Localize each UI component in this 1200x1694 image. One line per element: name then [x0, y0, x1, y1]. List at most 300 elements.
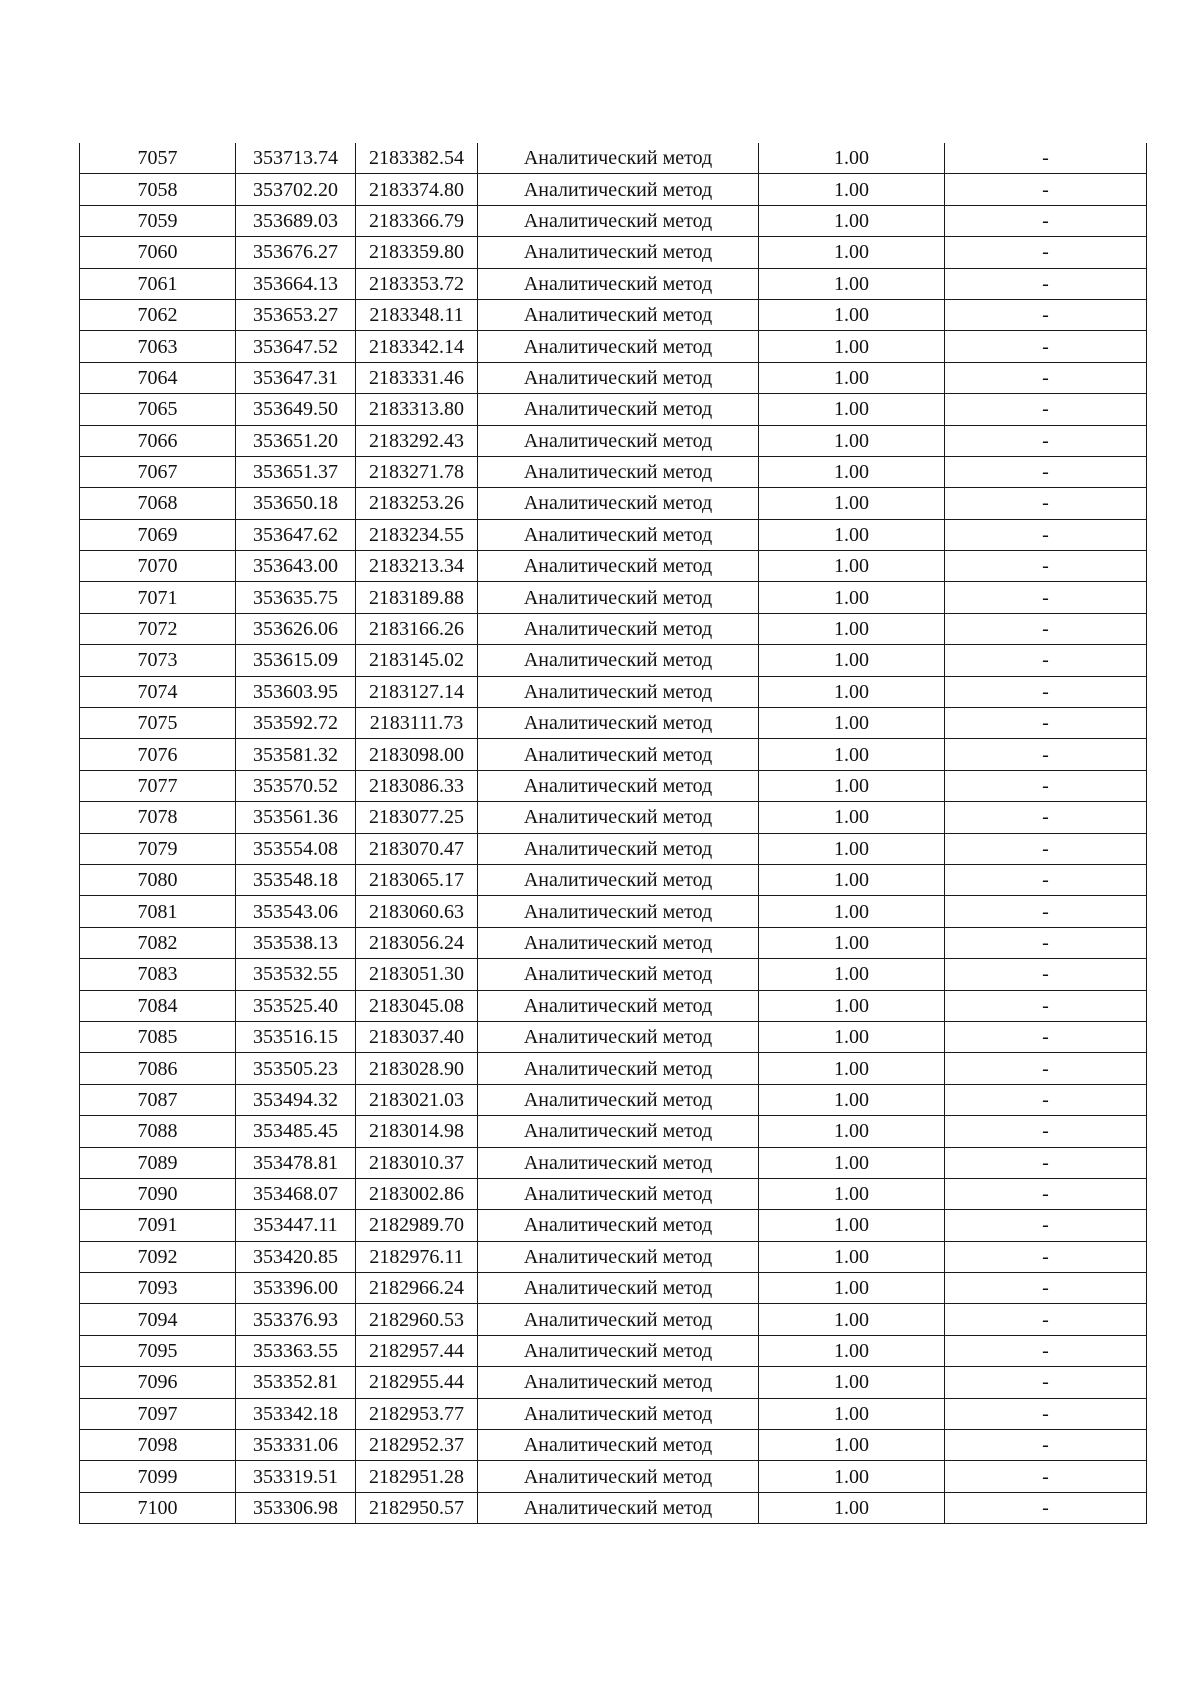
- table-row: [80, 959, 1147, 990]
- table-row: [80, 1398, 1147, 1429]
- x-coordinate-cell: 353363.55: [236, 1335, 356, 1366]
- accuracy-cell: 1.00: [759, 927, 945, 958]
- note-cell: -: [945, 927, 1147, 958]
- table-row: [80, 833, 1147, 864]
- x-coordinate-cell: 353532.55: [236, 959, 356, 990]
- method-cell: Аналитический метод: [478, 519, 759, 550]
- x-coordinate-cell: 353653.27: [236, 299, 356, 330]
- accuracy-cell: 1.00: [759, 645, 945, 676]
- x-coordinate-cell: 353647.62: [236, 519, 356, 550]
- note-cell: -: [945, 1492, 1147, 1523]
- method-cell: Аналитический метод: [478, 331, 759, 362]
- note-cell: -: [945, 1053, 1147, 1084]
- y-coordinate-cell: 2183292.43: [356, 425, 478, 456]
- point-number-cell: 7095: [80, 1335, 236, 1366]
- point-number-cell: 7073: [80, 645, 236, 676]
- y-coordinate-cell: 2183045.08: [356, 990, 478, 1021]
- table-row: [80, 268, 1147, 299]
- method-cell: Аналитический метод: [478, 1241, 759, 1272]
- y-coordinate-cell: 2183127.14: [356, 676, 478, 707]
- accuracy-cell: 1.00: [759, 143, 945, 174]
- x-coordinate-cell: 353650.18: [236, 488, 356, 519]
- point-number-cell: 7094: [80, 1304, 236, 1335]
- note-cell: -: [945, 1178, 1147, 1209]
- table-row: [80, 927, 1147, 958]
- y-coordinate-cell: 2183331.46: [356, 362, 478, 393]
- accuracy-cell: 1.00: [759, 1053, 945, 1084]
- x-coordinate-cell: 353554.08: [236, 833, 356, 864]
- note-cell: -: [945, 425, 1147, 456]
- accuracy-cell: 1.00: [759, 268, 945, 299]
- y-coordinate-cell: 2183253.26: [356, 488, 478, 519]
- table-row: [80, 143, 1147, 174]
- accuracy-cell: 1.00: [759, 1398, 945, 1429]
- x-coordinate-cell: 353635.75: [236, 582, 356, 613]
- method-cell: Аналитический метод: [478, 174, 759, 205]
- table-row: [80, 739, 1147, 770]
- accuracy-cell: 1.00: [759, 1210, 945, 1241]
- note-cell: -: [945, 551, 1147, 582]
- x-coordinate-cell: 353494.32: [236, 1084, 356, 1115]
- method-cell: Аналитический метод: [478, 488, 759, 519]
- table-row: [80, 456, 1147, 487]
- accuracy-cell: 1.00: [759, 582, 945, 613]
- method-cell: Аналитический метод: [478, 1084, 759, 1115]
- accuracy-cell: 1.00: [759, 331, 945, 362]
- point-number-cell: 7090: [80, 1178, 236, 1209]
- x-coordinate-cell: 353447.11: [236, 1210, 356, 1241]
- x-coordinate-cell: 353342.18: [236, 1398, 356, 1429]
- y-coordinate-cell: 2182966.24: [356, 1273, 478, 1304]
- x-coordinate-cell: 353396.00: [236, 1273, 356, 1304]
- note-cell: -: [945, 896, 1147, 927]
- table-row: [80, 1021, 1147, 1052]
- y-coordinate-cell: 2183189.88: [356, 582, 478, 613]
- table-row: [80, 394, 1147, 425]
- method-cell: Аналитический метод: [478, 1021, 759, 1052]
- method-cell: Аналитический метод: [478, 802, 759, 833]
- point-number-cell: 7063: [80, 331, 236, 362]
- x-coordinate-cell: 353538.13: [236, 927, 356, 958]
- x-coordinate-cell: 353525.40: [236, 990, 356, 1021]
- point-number-cell: 7070: [80, 551, 236, 582]
- accuracy-cell: 1.00: [759, 739, 945, 770]
- accuracy-cell: 1.00: [759, 299, 945, 330]
- note-cell: -: [945, 519, 1147, 550]
- method-cell: Аналитический метод: [478, 1116, 759, 1147]
- x-coordinate-cell: 353713.74: [236, 143, 356, 174]
- table-row: [80, 331, 1147, 362]
- accuracy-cell: 1.00: [759, 394, 945, 425]
- accuracy-cell: 1.00: [759, 456, 945, 487]
- x-coordinate-cell: 353689.03: [236, 205, 356, 236]
- point-number-cell: 7065: [80, 394, 236, 425]
- note-cell: -: [945, 1241, 1147, 1272]
- note-cell: -: [945, 990, 1147, 1021]
- table-row: [80, 802, 1147, 833]
- accuracy-cell: 1.00: [759, 1084, 945, 1115]
- y-coordinate-cell: 2182950.57: [356, 1492, 478, 1523]
- point-number-cell: 7076: [80, 739, 236, 770]
- y-coordinate-cell: 2182955.44: [356, 1367, 478, 1398]
- accuracy-cell: 1.00: [759, 1147, 945, 1178]
- table-row: [80, 519, 1147, 550]
- table-row: [80, 1084, 1147, 1115]
- y-coordinate-cell: 2183010.37: [356, 1147, 478, 1178]
- x-coordinate-cell: 353543.06: [236, 896, 356, 927]
- point-number-cell: 7064: [80, 362, 236, 393]
- note-cell: -: [945, 1210, 1147, 1241]
- note-cell: -: [945, 770, 1147, 801]
- point-number-cell: 7058: [80, 174, 236, 205]
- accuracy-cell: 1.00: [759, 864, 945, 895]
- table-row: [80, 205, 1147, 236]
- note-cell: -: [945, 143, 1147, 174]
- y-coordinate-cell: 2183014.98: [356, 1116, 478, 1147]
- accuracy-cell: 1.00: [759, 896, 945, 927]
- x-coordinate-cell: 353626.06: [236, 613, 356, 644]
- y-coordinate-cell: 2182957.44: [356, 1335, 478, 1366]
- note-cell: -: [945, 739, 1147, 770]
- note-cell: -: [945, 864, 1147, 895]
- table-row: [80, 770, 1147, 801]
- y-coordinate-cell: 2183213.34: [356, 551, 478, 582]
- point-number-cell: 7088: [80, 1116, 236, 1147]
- x-coordinate-cell: 353485.45: [236, 1116, 356, 1147]
- x-coordinate-cell: 353647.31: [236, 362, 356, 393]
- y-coordinate-cell: 2183065.17: [356, 864, 478, 895]
- accuracy-cell: 1.00: [759, 425, 945, 456]
- table-row: [80, 613, 1147, 644]
- accuracy-cell: 1.00: [759, 362, 945, 393]
- y-coordinate-cell: 2183348.11: [356, 299, 478, 330]
- x-coordinate-cell: 353581.32: [236, 739, 356, 770]
- note-cell: -: [945, 1398, 1147, 1429]
- note-cell: -: [945, 1084, 1147, 1115]
- method-cell: Аналитический метод: [478, 1273, 759, 1304]
- note-cell: -: [945, 833, 1147, 864]
- point-number-cell: 7086: [80, 1053, 236, 1084]
- point-number-cell: 7082: [80, 927, 236, 958]
- x-coordinate-cell: 353603.95: [236, 676, 356, 707]
- note-cell: -: [945, 299, 1147, 330]
- y-coordinate-cell: 2183051.30: [356, 959, 478, 990]
- method-cell: Аналитический метод: [478, 770, 759, 801]
- y-coordinate-cell: 2183060.63: [356, 896, 478, 927]
- x-coordinate-cell: 353352.81: [236, 1367, 356, 1398]
- x-coordinate-cell: 353516.15: [236, 1021, 356, 1052]
- note-cell: -: [945, 205, 1147, 236]
- note-cell: -: [945, 582, 1147, 613]
- method-cell: Аналитический метод: [478, 1398, 759, 1429]
- method-cell: Аналитический метод: [478, 959, 759, 990]
- table-row: [80, 1053, 1147, 1084]
- note-cell: -: [945, 237, 1147, 268]
- method-cell: Аналитический метод: [478, 896, 759, 927]
- point-number-cell: 7067: [80, 456, 236, 487]
- table-row: [80, 237, 1147, 268]
- y-coordinate-cell: 2183271.78: [356, 456, 478, 487]
- y-coordinate-cell: 2183028.90: [356, 1053, 478, 1084]
- method-cell: Аналитический метод: [478, 456, 759, 487]
- table-row: [80, 645, 1147, 676]
- point-number-cell: 7093: [80, 1273, 236, 1304]
- point-number-cell: 7062: [80, 299, 236, 330]
- note-cell: -: [945, 1367, 1147, 1398]
- coordinates-table: [79, 143, 1147, 1524]
- note-cell: -: [945, 362, 1147, 393]
- x-coordinate-cell: 353376.93: [236, 1304, 356, 1335]
- point-number-cell: 7081: [80, 896, 236, 927]
- method-cell: Аналитический метод: [478, 676, 759, 707]
- accuracy-cell: 1.00: [759, 1367, 945, 1398]
- point-number-cell: 7087: [80, 1084, 236, 1115]
- y-coordinate-cell: 2183056.24: [356, 927, 478, 958]
- note-cell: -: [945, 1147, 1147, 1178]
- point-number-cell: 7089: [80, 1147, 236, 1178]
- method-cell: Аналитический метод: [478, 1461, 759, 1492]
- point-number-cell: 7072: [80, 613, 236, 644]
- table-row: [80, 896, 1147, 927]
- table-row: [80, 1241, 1147, 1272]
- x-coordinate-cell: 353651.37: [236, 456, 356, 487]
- method-cell: Аналитический метод: [478, 833, 759, 864]
- table-row: [80, 299, 1147, 330]
- accuracy-cell: 1.00: [759, 770, 945, 801]
- accuracy-cell: 1.00: [759, 519, 945, 550]
- method-cell: Аналитический метод: [478, 708, 759, 739]
- y-coordinate-cell: 2183313.80: [356, 394, 478, 425]
- point-number-cell: 7084: [80, 990, 236, 1021]
- method-cell: Аналитический метод: [478, 1492, 759, 1523]
- x-coordinate-cell: 353319.51: [236, 1461, 356, 1492]
- note-cell: -: [945, 802, 1147, 833]
- note-cell: -: [945, 613, 1147, 644]
- note-cell: -: [945, 645, 1147, 676]
- method-cell: Аналитический метод: [478, 143, 759, 174]
- table-row: [80, 676, 1147, 707]
- table-row: [80, 990, 1147, 1021]
- method-cell: Аналитический метод: [478, 927, 759, 958]
- table-row: [80, 1492, 1147, 1523]
- method-cell: Аналитический метод: [478, 1304, 759, 1335]
- table-row: [80, 1367, 1147, 1398]
- accuracy-cell: 1.00: [759, 237, 945, 268]
- table-row: [80, 1335, 1147, 1366]
- table-row: [80, 488, 1147, 519]
- point-number-cell: 7079: [80, 833, 236, 864]
- method-cell: Аналитический метод: [478, 205, 759, 236]
- x-coordinate-cell: 353615.09: [236, 645, 356, 676]
- y-coordinate-cell: 2183021.03: [356, 1084, 478, 1115]
- x-coordinate-cell: 353570.52: [236, 770, 356, 801]
- point-number-cell: 7057: [80, 143, 236, 174]
- method-cell: Аналитический метод: [478, 645, 759, 676]
- accuracy-cell: 1.00: [759, 551, 945, 582]
- x-coordinate-cell: 353676.27: [236, 237, 356, 268]
- x-coordinate-cell: 353468.07: [236, 1178, 356, 1209]
- y-coordinate-cell: 2183166.26: [356, 613, 478, 644]
- accuracy-cell: 1.00: [759, 802, 945, 833]
- x-coordinate-cell: 353478.81: [236, 1147, 356, 1178]
- x-coordinate-cell: 353420.85: [236, 1241, 356, 1272]
- table-row: [80, 362, 1147, 393]
- table-row: [80, 1147, 1147, 1178]
- point-number-cell: 7098: [80, 1430, 236, 1461]
- x-coordinate-cell: 353643.00: [236, 551, 356, 582]
- point-number-cell: 7074: [80, 676, 236, 707]
- point-number-cell: 7061: [80, 268, 236, 299]
- table-row: [80, 1210, 1147, 1241]
- x-coordinate-cell: 353505.23: [236, 1053, 356, 1084]
- y-coordinate-cell: 2183111.73: [356, 708, 478, 739]
- accuracy-cell: 1.00: [759, 1273, 945, 1304]
- y-coordinate-cell: 2182989.70: [356, 1210, 478, 1241]
- point-number-cell: 7091: [80, 1210, 236, 1241]
- y-coordinate-cell: 2183382.54: [356, 143, 478, 174]
- x-coordinate-cell: 353592.72: [236, 708, 356, 739]
- accuracy-cell: 1.00: [759, 1335, 945, 1366]
- table-row: [80, 582, 1147, 613]
- point-number-cell: 7092: [80, 1241, 236, 1272]
- table-row: [80, 1304, 1147, 1335]
- note-cell: -: [945, 708, 1147, 739]
- method-cell: Аналитический метод: [478, 613, 759, 644]
- table-body: [80, 143, 1147, 1524]
- accuracy-cell: 1.00: [759, 1241, 945, 1272]
- y-coordinate-cell: 2183037.40: [356, 1021, 478, 1052]
- point-number-cell: 7077: [80, 770, 236, 801]
- point-number-cell: 7068: [80, 488, 236, 519]
- accuracy-cell: 1.00: [759, 1116, 945, 1147]
- accuracy-cell: 1.00: [759, 990, 945, 1021]
- x-coordinate-cell: 353649.50: [236, 394, 356, 425]
- point-number-cell: 7096: [80, 1367, 236, 1398]
- y-coordinate-cell: 2183374.80: [356, 174, 478, 205]
- table-row: [80, 708, 1147, 739]
- y-coordinate-cell: 2183077.25: [356, 802, 478, 833]
- x-coordinate-cell: 353561.36: [236, 802, 356, 833]
- table-row: [80, 1178, 1147, 1209]
- y-coordinate-cell: 2183353.72: [356, 268, 478, 299]
- method-cell: Аналитический метод: [478, 425, 759, 456]
- y-coordinate-cell: 2182976.11: [356, 1241, 478, 1272]
- note-cell: -: [945, 331, 1147, 362]
- note-cell: -: [945, 174, 1147, 205]
- point-number-cell: 7075: [80, 708, 236, 739]
- method-cell: Аналитический метод: [478, 299, 759, 330]
- table-row: [80, 1273, 1147, 1304]
- table-row: [80, 551, 1147, 582]
- accuracy-cell: 1.00: [759, 488, 945, 519]
- table-row: [80, 1461, 1147, 1492]
- note-cell: -: [945, 676, 1147, 707]
- table-row: [80, 864, 1147, 895]
- y-coordinate-cell: 2182960.53: [356, 1304, 478, 1335]
- note-cell: -: [945, 394, 1147, 425]
- y-coordinate-cell: 2183002.86: [356, 1178, 478, 1209]
- note-cell: -: [945, 1116, 1147, 1147]
- x-coordinate-cell: 353306.98: [236, 1492, 356, 1523]
- accuracy-cell: 1.00: [759, 833, 945, 864]
- x-coordinate-cell: 353331.06: [236, 1430, 356, 1461]
- accuracy-cell: 1.00: [759, 1430, 945, 1461]
- table-row: [80, 425, 1147, 456]
- note-cell: -: [945, 488, 1147, 519]
- point-number-cell: 7071: [80, 582, 236, 613]
- note-cell: -: [945, 1021, 1147, 1052]
- y-coordinate-cell: 2182951.28: [356, 1461, 478, 1492]
- y-coordinate-cell: 2183070.47: [356, 833, 478, 864]
- x-coordinate-cell: 353647.52: [236, 331, 356, 362]
- point-number-cell: 7069: [80, 519, 236, 550]
- point-number-cell: 7060: [80, 237, 236, 268]
- accuracy-cell: 1.00: [759, 205, 945, 236]
- point-number-cell: 7097: [80, 1398, 236, 1429]
- y-coordinate-cell: 2183086.33: [356, 770, 478, 801]
- point-number-cell: 7100: [80, 1492, 236, 1523]
- point-number-cell: 7099: [80, 1461, 236, 1492]
- note-cell: -: [945, 1430, 1147, 1461]
- accuracy-cell: 1.00: [759, 959, 945, 990]
- point-number-cell: 7083: [80, 959, 236, 990]
- method-cell: Аналитический метод: [478, 362, 759, 393]
- method-cell: Аналитический метод: [478, 582, 759, 613]
- y-coordinate-cell: 2183234.55: [356, 519, 478, 550]
- accuracy-cell: 1.00: [759, 174, 945, 205]
- note-cell: -: [945, 268, 1147, 299]
- accuracy-cell: 1.00: [759, 1492, 945, 1523]
- point-number-cell: 7085: [80, 1021, 236, 1052]
- accuracy-cell: 1.00: [759, 676, 945, 707]
- accuracy-cell: 1.00: [759, 708, 945, 739]
- method-cell: Аналитический метод: [478, 1210, 759, 1241]
- table-row: [80, 1116, 1147, 1147]
- method-cell: Аналитический метод: [478, 1335, 759, 1366]
- method-cell: Аналитический метод: [478, 1430, 759, 1461]
- method-cell: Аналитический метод: [478, 551, 759, 582]
- note-cell: -: [945, 1335, 1147, 1366]
- accuracy-cell: 1.00: [759, 1304, 945, 1335]
- method-cell: Аналитический метод: [478, 268, 759, 299]
- note-cell: -: [945, 1273, 1147, 1304]
- note-cell: -: [945, 959, 1147, 990]
- y-coordinate-cell: 2183366.79: [356, 205, 478, 236]
- note-cell: -: [945, 456, 1147, 487]
- y-coordinate-cell: 2182952.37: [356, 1430, 478, 1461]
- method-cell: Аналитический метод: [478, 864, 759, 895]
- accuracy-cell: 1.00: [759, 1178, 945, 1209]
- method-cell: Аналитический метод: [478, 237, 759, 268]
- method-cell: Аналитический метод: [478, 1367, 759, 1398]
- table-row: [80, 1430, 1147, 1461]
- x-coordinate-cell: 353651.20: [236, 425, 356, 456]
- method-cell: Аналитический метод: [478, 1147, 759, 1178]
- method-cell: Аналитический метод: [478, 394, 759, 425]
- method-cell: Аналитический метод: [478, 739, 759, 770]
- accuracy-cell: 1.00: [759, 1021, 945, 1052]
- x-coordinate-cell: 353548.18: [236, 864, 356, 895]
- y-coordinate-cell: 2183359.80: [356, 237, 478, 268]
- x-coordinate-cell: 353664.13: [236, 268, 356, 299]
- accuracy-cell: 1.00: [759, 613, 945, 644]
- method-cell: Аналитический метод: [478, 990, 759, 1021]
- y-coordinate-cell: 2183098.00: [356, 739, 478, 770]
- y-coordinate-cell: 2183342.14: [356, 331, 478, 362]
- table-row: [80, 174, 1147, 205]
- method-cell: Аналитический метод: [478, 1178, 759, 1209]
- method-cell: Аналитический метод: [478, 1053, 759, 1084]
